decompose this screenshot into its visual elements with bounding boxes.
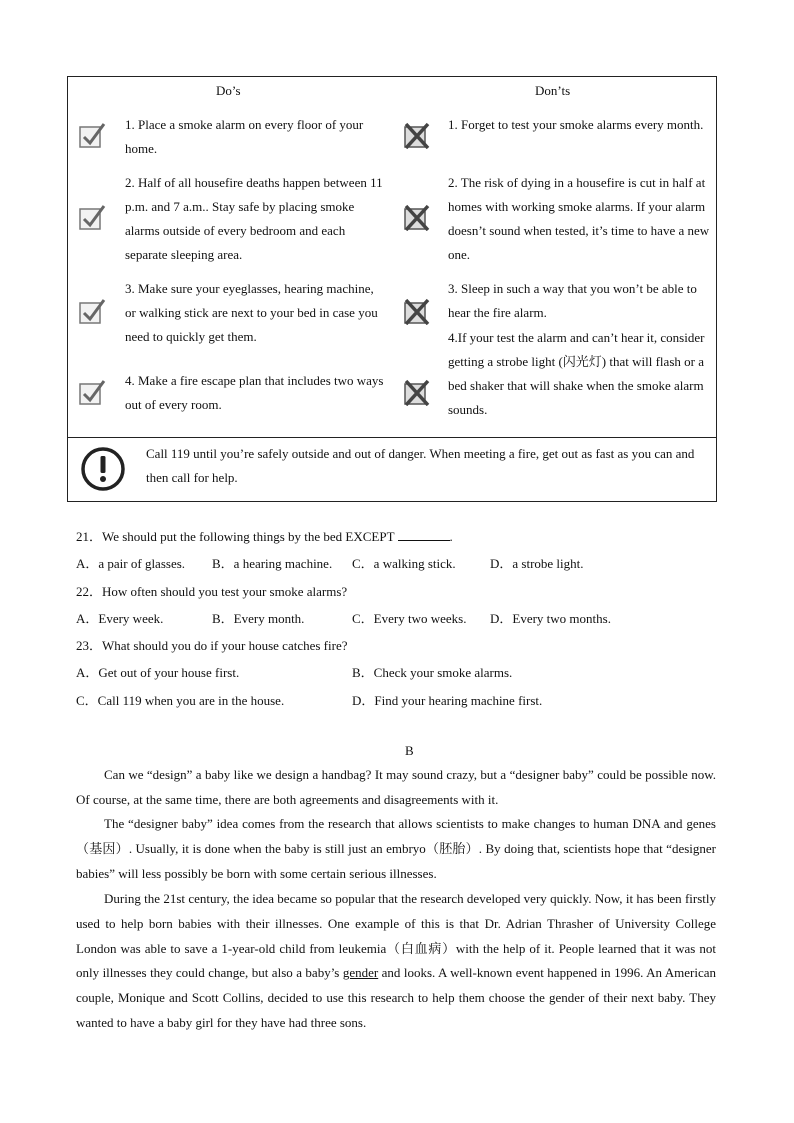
donts-header: Don’ts — [535, 83, 571, 98]
question-stem: 21．We should put the following things by the bed EXCEPT — [76, 529, 395, 544]
paragraph: Can we “design” a baby like we design a handbag? It may sound crazy, but a “designer baby” could be possible now. Of course, at the same time, there are both agreements and disagreements with it. — [76, 767, 716, 807]
dont-item: 3. Sleep in such a way that you won’t be able to hear the fire alarm. — [448, 281, 697, 320]
option-c: C．Every two weeks. — [352, 611, 467, 626]
checkbox-check-icon — [78, 121, 106, 149]
option-d: D．Find your hearing machine first. — [352, 693, 543, 708]
checkbox-check-icon — [78, 203, 106, 231]
option-c: C．a walking stick. — [352, 556, 456, 571]
question-21 — [76, 527, 453, 547]
paragraph-text: During the 21st century, the idea became so popular that the research developed very quickly. Now, it has been firstly used to help born babies with their illnesses. One example of this is that Dr. Adrian Thrasher of University College London was able to save a 1-year-old child from leukemia（白血病）with the help of it. People learned that it was not only illnesses they could change, but also a baby’s — [76, 891, 716, 981]
checkbox-cross-icon — [403, 297, 431, 325]
dont-item: 4.If your test the alarm and can’t hear it, consider getting a strobe light (闪光灯) that will flash or a bed shaker that will shake when the smoke alarm sounds. — [448, 330, 705, 417]
option-a: A．Every week. — [76, 611, 164, 626]
underlined-word: gender — [342, 965, 379, 981]
checkbox-check-icon — [78, 378, 106, 406]
option-c: C．Call 119 when you are in the house. — [76, 693, 285, 708]
section-label: B — [405, 743, 414, 758]
dont-item: 1. Forget to test your smoke alarms every month. — [448, 117, 704, 132]
checkbox-check-icon — [78, 297, 106, 325]
question-stem-end: . — [449, 529, 453, 544]
question-22: 22．How often should you test your smoke alarms? — [76, 584, 348, 599]
checkbox-cross-icon — [403, 203, 431, 231]
option-b: B．Every month. — [212, 611, 305, 626]
option-b: B．Check your smoke alarms. — [352, 665, 513, 680]
question-23: 23．What should you do if your house catches fire? — [76, 638, 348, 653]
do-item: 2. Half of all housefire deaths happen between 11 p.m. and 7 a.m.. Stay safe by placing smoke alarms outside of every bedroom and each separate sleeping area. — [125, 175, 383, 262]
do-item: 3. Make sure your eyeglasses, hearing machine, or walking stick are next to your bed in case you need to quickly get them. — [125, 281, 378, 344]
dont-item: 2. The risk of dying in a housefire is cut in half at homes with working smoke alarms. If your alarm doesn’t sound when tested, it’s time to have a new one. — [448, 175, 710, 262]
warning-icon — [80, 446, 126, 492]
option-b: B．a hearing machine. — [212, 556, 333, 571]
paragraph — [76, 887, 716, 1036]
do-item: 4. Make a fire escape plan that includes two ways out of every room. — [125, 373, 384, 412]
paragraph-text: and looks. A well-known event happened in 1996. An American couple, Monique and Scott Collins, decided to use this research to help them choose the gender of their next baby. They wanted to have a baby girl for they have had three sons. — [76, 965, 716, 1030]
checkbox-cross-icon — [403, 121, 431, 149]
option-d: D．a strobe light. — [490, 556, 584, 571]
tips-table — [67, 76, 717, 502]
do-item: 1. Place a smoke alarm on every floor of your home. — [125, 117, 364, 156]
option-d: D．Every two months. — [490, 611, 611, 626]
dos-header: Do’s — [216, 83, 241, 98]
option-a: A．a pair of glasses. — [76, 556, 186, 571]
checkbox-cross-icon — [403, 378, 431, 406]
answer-blank — [398, 528, 450, 541]
note-divider — [68, 437, 716, 438]
safety-note: Call 119 until you’re safely outside and out of danger. When meeting a fire, get out as fast as you can and then call for help. — [146, 446, 695, 485]
option-a: A．Get out of your house first. — [76, 665, 240, 680]
paragraph: The “designer baby” idea comes from the research that allows scientists to make changes to human DNA and genes（基因）. Usually, it is done when the baby is still just an embryo（胚胎）. By doing that, scientists hope that “designer babies” will less possibly be born with some certain serious illnesses. — [76, 816, 716, 881]
